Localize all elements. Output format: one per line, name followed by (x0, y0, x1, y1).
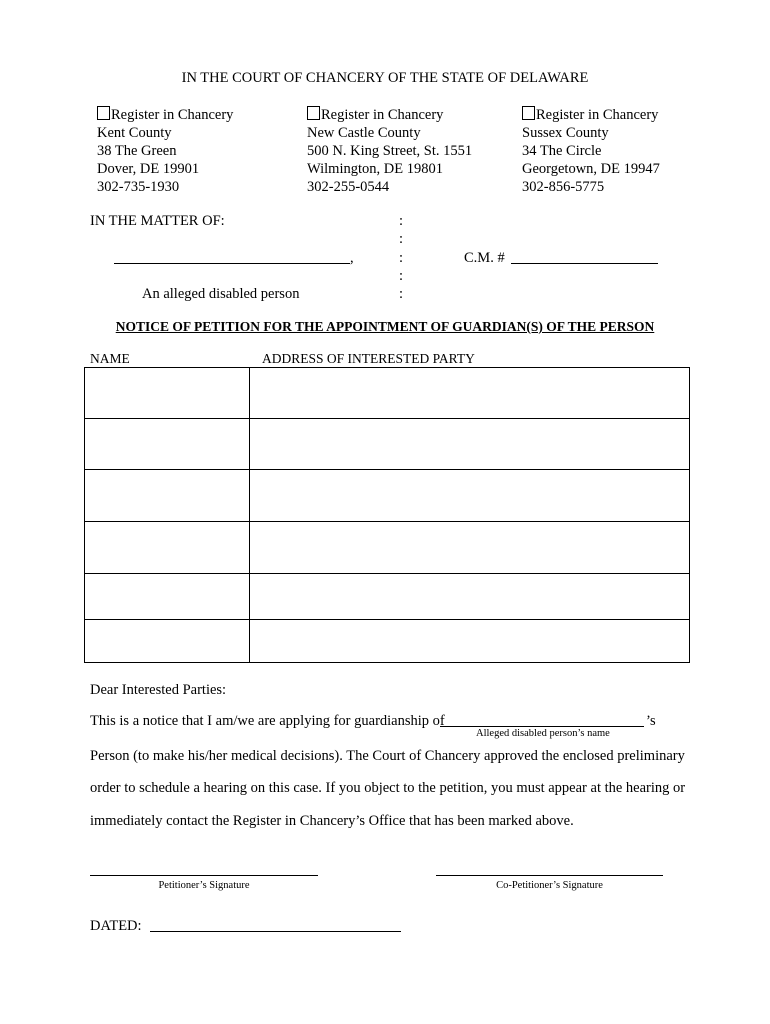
table-row[interactable] (85, 368, 689, 620)
street: 38 The Green (97, 143, 177, 159)
notice-heading: NOTICE OF PETITION FOR THE APPOINTMENT OF GUARDIAN(S) OF THE PERSON (115, 319, 655, 334)
street: 500 N. King Street, St. 1551 (307, 143, 473, 159)
office-new-castle (307, 106, 472, 196)
county: Sussex County (522, 125, 609, 141)
comma: , (350, 250, 354, 266)
office-kent (97, 106, 233, 196)
possessive: ’s (646, 713, 656, 729)
letter-line-4: immediately contact the Register in Chancery’s Office that has been marked above. (90, 813, 574, 829)
colon: : (399, 268, 404, 284)
kent-checkbox[interactable] (97, 106, 110, 120)
sussex-checkbox[interactable] (522, 106, 535, 120)
checkbox-label: Register in Chancery (111, 107, 234, 123)
person-label: An alleged disabled person (142, 286, 300, 302)
petitioner-signature-label: Petitioner’s Signature (158, 880, 250, 891)
letter-line-1: This is a notice that I am/we are applying for guardianship of (90, 713, 445, 729)
checkbox-label: Register in Chancery (321, 107, 444, 123)
salutation: Dear Interested Parties: (90, 682, 227, 698)
city: Georgetown, DE 19947 (522, 161, 660, 177)
phone: 302-255-0544 (307, 179, 390, 195)
county: New Castle County (307, 125, 421, 141)
name-column-header: NAME (90, 351, 130, 366)
colon: : (399, 250, 404, 266)
colon: : (399, 213, 404, 229)
address-column-header: ADDRESS OF INTERESTED PARTY (262, 351, 475, 366)
letter-line-2: Person (to make his/her medical decisions). The Court of Chancery approved the enclosed preliminary (90, 748, 685, 764)
co-petitioner-signature-label: Co-Petitioner’s Signature (496, 880, 603, 891)
court-title: IN THE COURT OF CHANCERY OF THE STATE OF DELAWARE (181, 70, 589, 86)
checkbox-label: Register in Chancery (536, 107, 659, 123)
letter-line-3: order to schedule a hearing on this case. If you object to the petition, you must appear at the hearing or (90, 780, 686, 796)
office-sussex (522, 106, 660, 196)
matter-label: IN THE MATTER OF: (90, 213, 225, 229)
name-caption: Alleged disabled person’s name (476, 728, 610, 739)
colon: : (399, 286, 404, 302)
phone: 302-856-5775 (522, 179, 605, 195)
interested-parties-table (84, 367, 690, 663)
city: Wilmington, DE 19801 (307, 161, 443, 177)
dated-label: DATED: (90, 918, 142, 934)
person-name-field[interactable] (114, 263, 350, 264)
colon: : (399, 231, 404, 247)
cm-number-field[interactable] (511, 263, 658, 264)
phone: 302-735-1930 (97, 179, 180, 195)
date-field[interactable] (150, 931, 401, 932)
county: Kent County (97, 125, 172, 141)
city: Dover, DE 19901 (97, 161, 200, 177)
petitioner-signature-field[interactable] (90, 875, 318, 876)
co-petitioner-signature-field[interactable] (436, 875, 663, 876)
cm-label: C.M. # (464, 250, 505, 266)
new-castle-checkbox[interactable] (307, 106, 320, 120)
street: 34 The Circle (522, 143, 602, 159)
